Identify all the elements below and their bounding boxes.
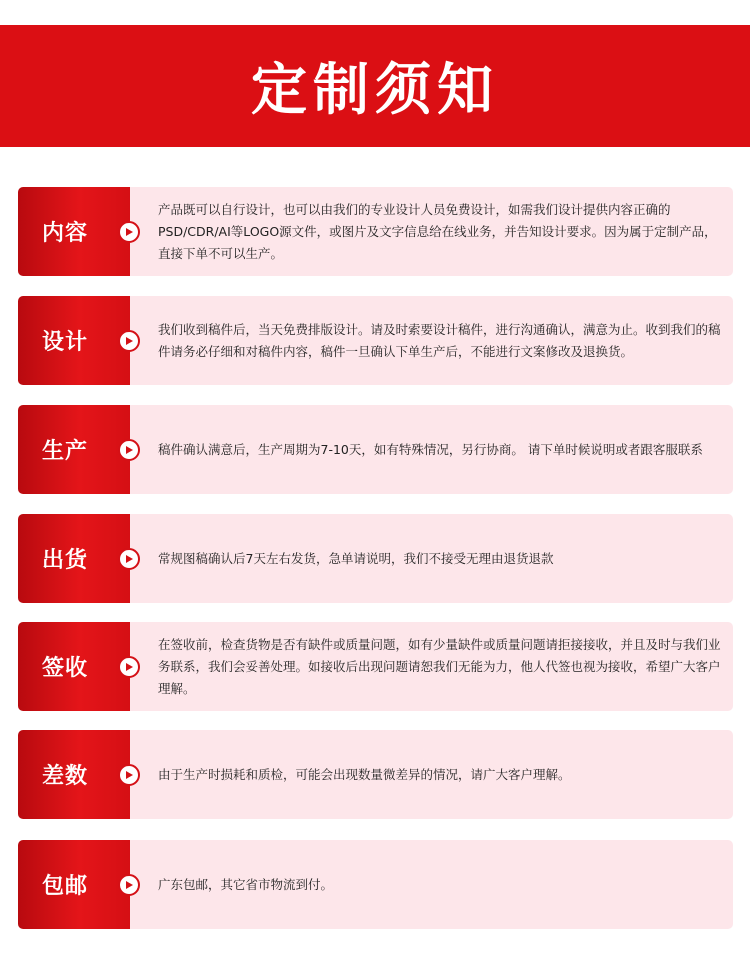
notice-row-receipt	[18, 622, 733, 711]
row-body	[130, 296, 733, 385]
play-circle-icon	[118, 874, 140, 896]
notice-row-content	[18, 187, 733, 276]
row-body	[130, 187, 733, 276]
row-text: 由于生产时损耗和质检，可能会出现数量微差异的情况，请广大客户理解。	[158, 766, 571, 782]
row-text: 在签收前，检查货物是否有缺件或质量问题，如有少量缺件或质量问题请拒接接收，并且及时与我们业务联系，我们会妥善处理。如接收后出现问题请恕我们无能为力，他人代签也视为接收，希望广大客户理解。	[158, 636, 721, 696]
row-body	[130, 840, 733, 929]
row-body	[130, 622, 733, 711]
row-text: 产品既可以自行设计，也可以由我们的专业设计人员免费设计，如需我们设计提供内容正确的PSD/CDR/AI等LOGO源文件，或图片及文字信息给在线业务，并告知设计要求。因为属于定制产品，直接下单不可以生产。	[158, 201, 717, 261]
play-circle-icon	[118, 656, 140, 678]
row-label: 包邮	[18, 840, 130, 929]
row-body	[130, 405, 733, 494]
row-label: 出货	[18, 514, 130, 603]
row-body	[130, 514, 733, 603]
notice-row-design	[18, 296, 733, 385]
play-circle-icon	[118, 330, 140, 352]
row-text: 广东包邮，其它省市物流到付。	[158, 876, 334, 892]
row-label: 生产	[18, 405, 130, 494]
notice-row-quantity-variance	[18, 730, 733, 819]
row-label: 设计	[18, 296, 130, 385]
page-title: 定制须知	[251, 58, 499, 123]
header-banner	[0, 25, 750, 147]
play-circle-icon	[118, 439, 140, 461]
notice-row-shipping	[18, 514, 733, 603]
row-text: 我们收到稿件后，当天免费排版设计。请及时索要设计稿件，进行沟通确认，满意为止。收到我们的稿件请务必仔细和对稿件内容，稿件一旦确认下单生产后，不能进行文案修改及退换货。	[158, 321, 721, 359]
notice-row-production	[18, 405, 733, 494]
row-body	[130, 730, 733, 819]
row-label: 签收	[18, 622, 130, 711]
notice-row-free-shipping	[18, 840, 733, 929]
row-label: 内容	[18, 187, 130, 276]
row-label: 差数	[18, 730, 130, 819]
play-circle-icon	[118, 764, 140, 786]
play-circle-icon	[118, 548, 140, 570]
play-circle-icon	[118, 221, 140, 243]
row-text: 常规图稿确认后7天左右发货，急单请说明，我们不接受无理由退货退款	[158, 550, 554, 566]
row-text: 稿件确认满意后，生产周期为7-10天，如有特殊情况，另行协商。 请下单时候说明或者跟客服联系	[158, 441, 703, 457]
